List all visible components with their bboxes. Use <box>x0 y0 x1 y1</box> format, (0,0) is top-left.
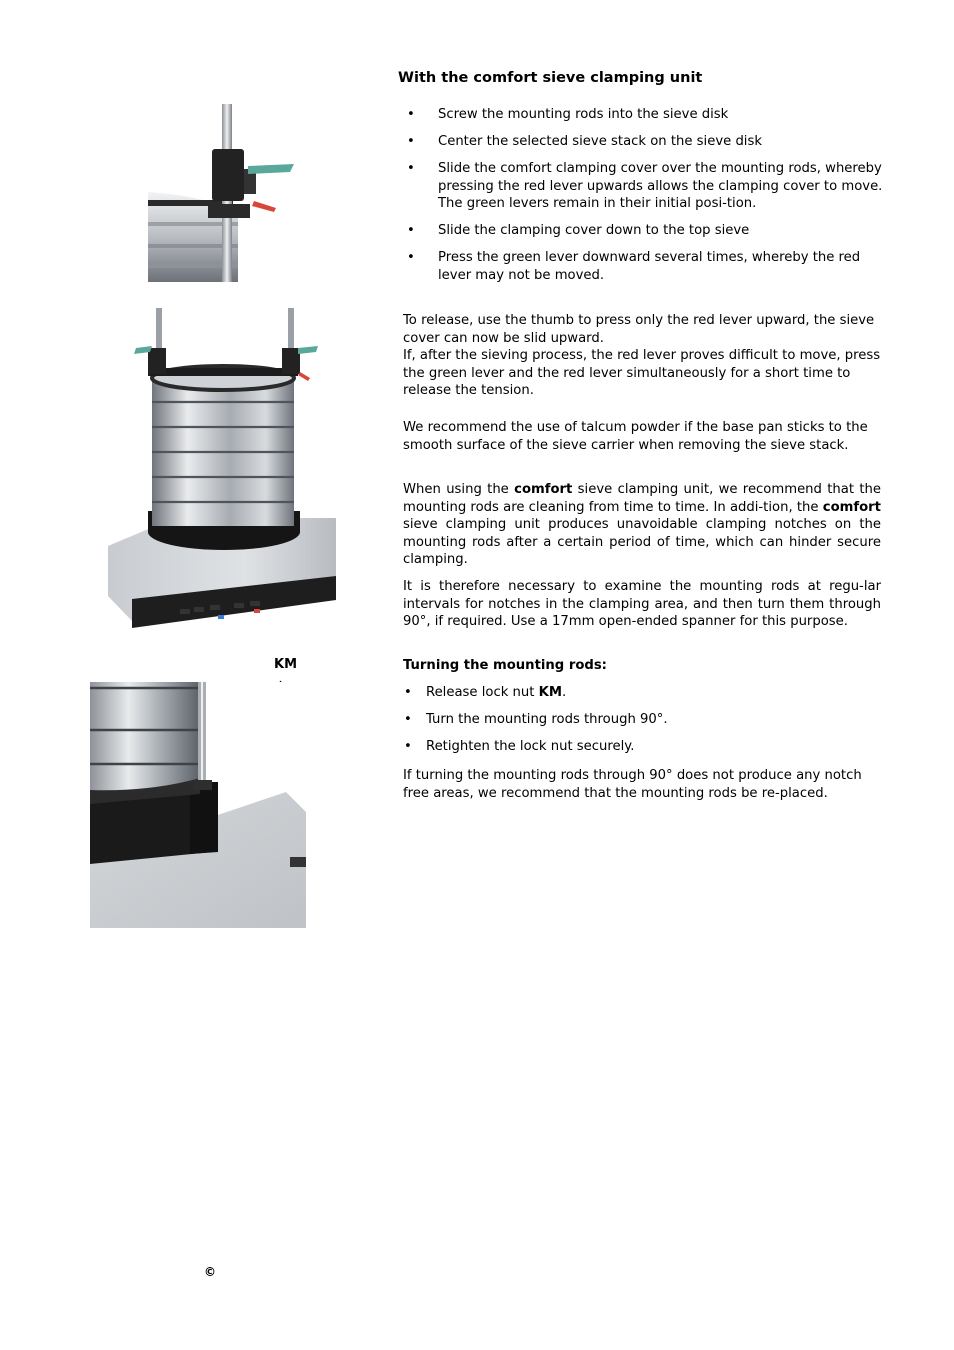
list-item: • Turn the mounting rods through 90°. <box>403 711 881 729</box>
examine-paragraph: It is therefore necessary to examine the mounting rods at regu-lar intervals for notches in the clamping area, and then turn them through 90°, if required. Use a 17mm open-ended spanner for this purpose. <box>403 579 881 630</box>
clamping-cover-closeup-photo <box>148 104 323 284</box>
list-item: • Slide the clamping cover down to the top sieve <box>403 222 883 240</box>
release-line-1: To release, use the thumb to press only the red lever upward, the sieve cover can now be slid upward. <box>403 313 875 346</box>
final-paragraph: If turning the mounting rods through 90° does not produce any notch free areas, we recommend that the mounting rods be re-placed. <box>403 768 862 801</box>
comfort-bold: comfort <box>822 499 881 515</box>
release-line-2: If, after the sieving process, the red lever proves difficult to move, press the green lever and the red lever simultaneously for a short time to release the tension. <box>403 348 881 399</box>
list-item: • Center the selected sieve stack on the sieve disk <box>403 133 883 151</box>
list-item: • Press the green lever downward several times, whereby the red lever may not be moved. <box>403 249 883 284</box>
talcum-paragraph: We recommend the use of talcum powder if the base pan sticks to the smooth surface of the sieve carrier when removing the sieve stack. <box>403 420 868 453</box>
km-bold: KM <box>538 685 562 700</box>
comfort-bold: comfort <box>514 482 573 497</box>
notch-paragraph: When using the comfort sieve clamping unit, we recommend that the mounting rods are cleaning from time to time. In addi-tion, the comfort sieve clamping unit produces unavoidable clamping notches on the mounting rods after a certain period of time, which can hinder secure clamping. <box>403 482 881 568</box>
list-item: • Slide the comfort clamping cover over the mounting rods, whereby pressing the red lever upwards allows the clamping cover to move. The green levers remain in their initial posi-tion. <box>403 160 883 213</box>
lock-nut-closeup-photo <box>90 682 306 928</box>
sieve-shaker-photo <box>104 306 354 636</box>
copyright-symbol: © <box>204 1265 216 1279</box>
release-paragraph <box>403 312 881 400</box>
list-item: • Screw the mounting rods into the sieve disk <box>403 106 883 124</box>
turning-heading: Turning the mounting rods: <box>403 658 607 673</box>
turning-steps-list <box>403 684 881 765</box>
list-item: • Release lock nut KM. <box>403 684 881 702</box>
list-item: • Retighten the lock nut securely. <box>403 738 881 756</box>
section-title: With the comfort sieve clamping unit <box>398 70 703 86</box>
clamping-steps-list <box>403 106 883 294</box>
km-label: KM <box>274 657 298 672</box>
